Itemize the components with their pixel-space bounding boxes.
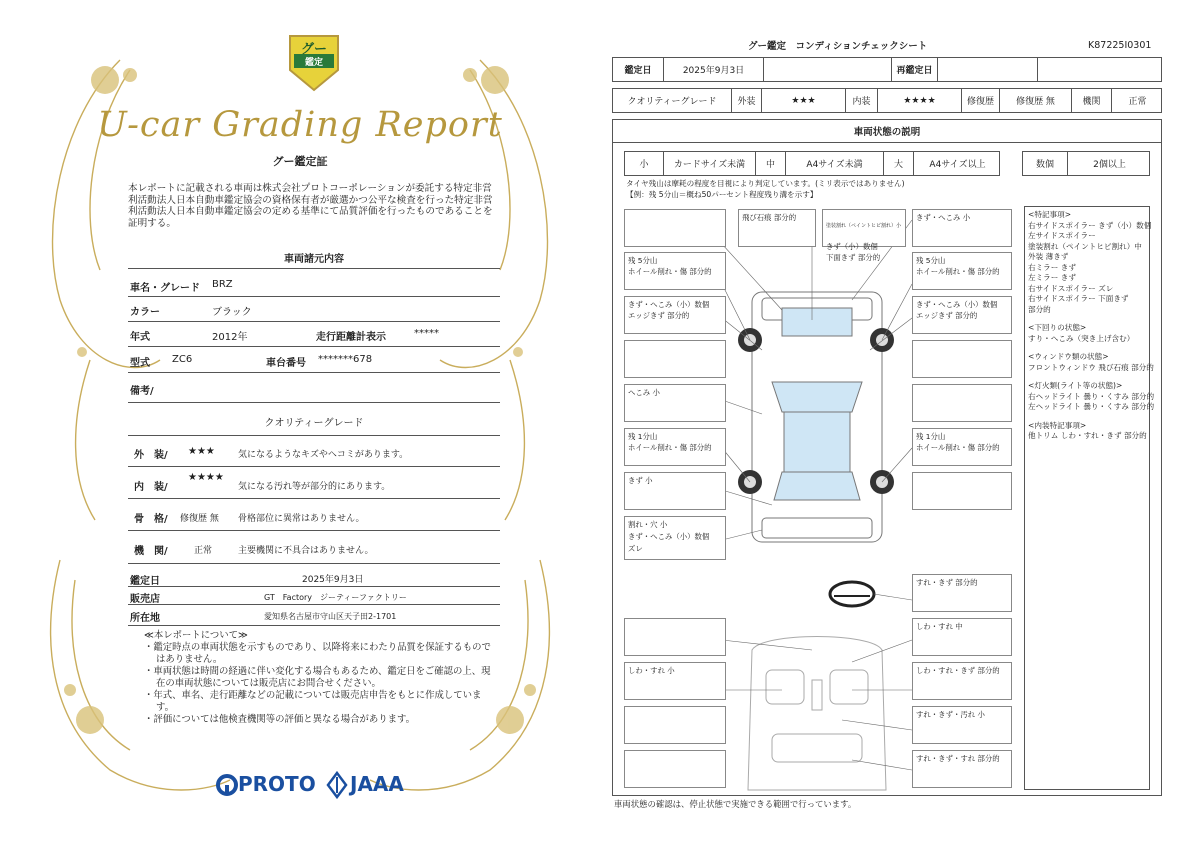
annotation-box: 割れ・穴 小 きず・へこみ（小）数個 ズレ	[624, 516, 726, 560]
year-value: 2012年	[212, 332, 248, 343]
size-legend: 小 カードサイズ未満 中 A4サイズ未満 大 A4サイズ以上	[624, 151, 1000, 176]
note-item: ・車両状態は時間の経過に伴い変化する場合もあるため、鑑定日をご確認の上、現在の車両状態については販売店にお問合せください。	[144, 666, 491, 689]
chassis-value: *******678	[318, 354, 373, 365]
note-item: ・鑑定時点の車両状態を示すものであり、以降将来にわたり品質を保証するものではありません。	[144, 642, 491, 665]
annotation-box: 残 1分山 ホイール削れ・傷 部分的	[912, 428, 1012, 466]
annotation-box: 残 5分山 ホイール削れ・傷 部分的	[624, 252, 726, 290]
chassis-label: 車台番号	[266, 358, 306, 369]
note-line: フロントウィンドウ 飛び石痕 部分的	[1028, 362, 1154, 372]
quality-heading: クオリティーグレード	[264, 418, 364, 429]
note-line: 塗装割れ（ペイントヒビ割れ）中	[1028, 241, 1142, 251]
engine-value: 正常	[194, 546, 213, 556]
interior-label: 内 装/	[134, 482, 168, 493]
footer-note: 車両状態の確認は、停止状態で実施できる範囲で行っています。	[614, 799, 857, 809]
remarks-label: 備考/	[130, 386, 154, 397]
mileage-value: *****	[414, 328, 439, 339]
note-line: すり・へこみ（突き上げ含む）	[1028, 333, 1135, 343]
condition-heading: 車両状態の説明	[612, 119, 1162, 143]
exterior-stars: ★★★	[188, 446, 215, 457]
annotation-box: すれ・きず 部分的	[912, 574, 1012, 612]
note-line: 左ミラー きず	[1028, 273, 1076, 282]
note-line: <特記事項>	[1028, 210, 1072, 219]
date-row: 鑑定日 2025年9月3日 再鑑定日	[612, 57, 1162, 82]
annotation-box: きず・へこみ 小	[912, 209, 1012, 247]
annotation-box: 残 5分山 ホイール削れ・傷 部分的	[912, 252, 1012, 290]
note-line: 右ミラー きず	[1028, 262, 1076, 272]
special-notes	[1024, 206, 1155, 790]
note-item: ・年式、車名、走行距離などの記載については販売店申告をもとに作成しています。	[144, 690, 482, 713]
annotation-box: 塗装割れ（ペイントヒビ割れ）小 きず（小）数個 下面きず 部分的	[822, 209, 906, 247]
annotation-box: しわ・すれ・きず 部分的	[912, 662, 1012, 700]
color-value: ブラック	[212, 307, 252, 318]
date-label: 鑑定日	[130, 576, 160, 587]
annotation-box	[912, 340, 1012, 378]
spec-heading: 車両諸元内容	[284, 254, 344, 265]
tire-note: タイヤ残山は摩耗の程度を目視により判定しています。(ミリ表示ではありません)	[626, 179, 905, 188]
tire-example: 【例：残 5分山＝概ね50パーセント程度残り溝を示す】	[626, 190, 818, 199]
annotation-box: すれ・きず・すれ 部分的	[912, 750, 1012, 788]
report-title: U-car Grading Report	[97, 105, 503, 145]
annotation-box	[624, 340, 726, 378]
note-line: 左サイドスポイラー	[1028, 231, 1096, 240]
annotation-box: へこみ 小	[624, 384, 726, 422]
annotation-box	[912, 384, 1012, 422]
type-label: 型式	[130, 358, 150, 369]
note-line: 他トリム しわ・すれ・きず 部分的	[1028, 431, 1147, 440]
annotation-box	[624, 750, 726, 788]
annotation-box: 飛び石痕 部分的	[738, 209, 816, 247]
annotation-box: きず 小	[624, 472, 726, 510]
annotation-box: しわ・すれ 小	[624, 662, 726, 700]
interior-stars: ★★★★	[188, 472, 224, 483]
dealer-value: GT Factory ジーティーファクトリー	[264, 593, 407, 602]
annotation-box	[912, 472, 1012, 510]
model-label: 車名・グレード	[130, 283, 200, 294]
note-line: 右サイドスポイラー 下面きず	[1028, 294, 1129, 303]
mileage-label: 走行距離計表示	[316, 332, 386, 343]
note-line: <灯火類(ライト等の状態)>	[1028, 381, 1123, 390]
intro-text: 本レポートに記載される車両は株式会社プロトコーポレーションが委託する特定非営利活動法人日本自動車鑑定協会の資格保有者が厳選かつ公平な検査を行った特定非営利活動法人日本自動車鑑定協会の定める基準にて品質評価を行ったものであることを証明する。	[128, 183, 493, 229]
frame-desc: 骨格部位に異常はありません。	[238, 514, 365, 524]
note-line: <ウィンドウ類の状態>	[1028, 352, 1109, 361]
notes-section	[144, 630, 494, 726]
grade-row: クオリティーグレード 外装 ★★★ 内装 ★★★★ 修復歴 修復歴 無 機関 正常	[612, 88, 1162, 113]
exterior-desc: 気になるようなキズやヘコミがあります。	[238, 450, 409, 460]
note-line: 右サイドスポイラー ズレ	[1028, 283, 1114, 293]
date-value: 2025年9月3日	[302, 575, 364, 585]
annotation-box	[624, 618, 726, 656]
interior-desc: 気になる汚れ等が部分的にあります。	[238, 482, 391, 492]
annotation-box: きず・へこみ（小）数個 エッジきず 部分的	[912, 296, 1012, 334]
annotation-box	[624, 706, 726, 744]
address-value: 愛知県名古屋市守山区天子田2-1701	[264, 612, 397, 621]
dealer-label: 販売店	[130, 594, 160, 605]
color-label: カラー	[130, 307, 160, 318]
annotation-box	[624, 209, 726, 247]
frame-label: 骨 格/	[134, 514, 168, 525]
sheet-code: K87225I0301	[1088, 40, 1152, 51]
type-value: ZC6	[172, 354, 193, 365]
note-item: ・評価については他検査機関等の評価と異なる場合があります。	[144, 714, 415, 725]
frame-value: 修復歴 無	[180, 514, 219, 524]
count-legend: 数個 2個以上	[1022, 151, 1150, 176]
note-line: 部分的	[1028, 304, 1051, 314]
annotation-box: 残 1分山 ホイール削れ・傷 部分的	[624, 428, 726, 466]
report-subtitle: グー鑑定証	[272, 155, 328, 168]
annotation-box: すれ・きず・汚れ 小	[912, 706, 1012, 744]
exterior-label: 外 装/	[134, 450, 168, 461]
note-line: <下回りの状態>	[1028, 323, 1087, 332]
annotation-box: きず・へこみ（小）数個 エッジきず 部分的	[624, 296, 726, 334]
annotation-box: しわ・すれ 中	[912, 618, 1012, 656]
engine-desc: 主要機関に不具合はありません。	[238, 546, 374, 556]
address-label: 所在地	[130, 613, 160, 624]
note-line: <内装特記事項>	[1028, 420, 1087, 430]
note-line: 右ヘッドライト 曇り・くすみ 部分的	[1028, 391, 1155, 401]
notes-heading: ≪本レポートについて≫	[144, 630, 248, 641]
model-value: BRZ	[212, 279, 233, 290]
note-line: 外装 薄きず	[1028, 252, 1069, 261]
engine-label: 機 関/	[134, 546, 168, 557]
year-label: 年式	[130, 332, 150, 343]
goo-emblem: グー 鑑定	[284, 32, 344, 94]
note-line: 左ヘッドライト 曇り・くすみ 部分的	[1028, 402, 1155, 411]
sheet-header: グー鑑定 コンディションチェックシート	[748, 41, 928, 52]
note-line: 右サイドスポイラー きず（小）数個	[1028, 220, 1152, 230]
